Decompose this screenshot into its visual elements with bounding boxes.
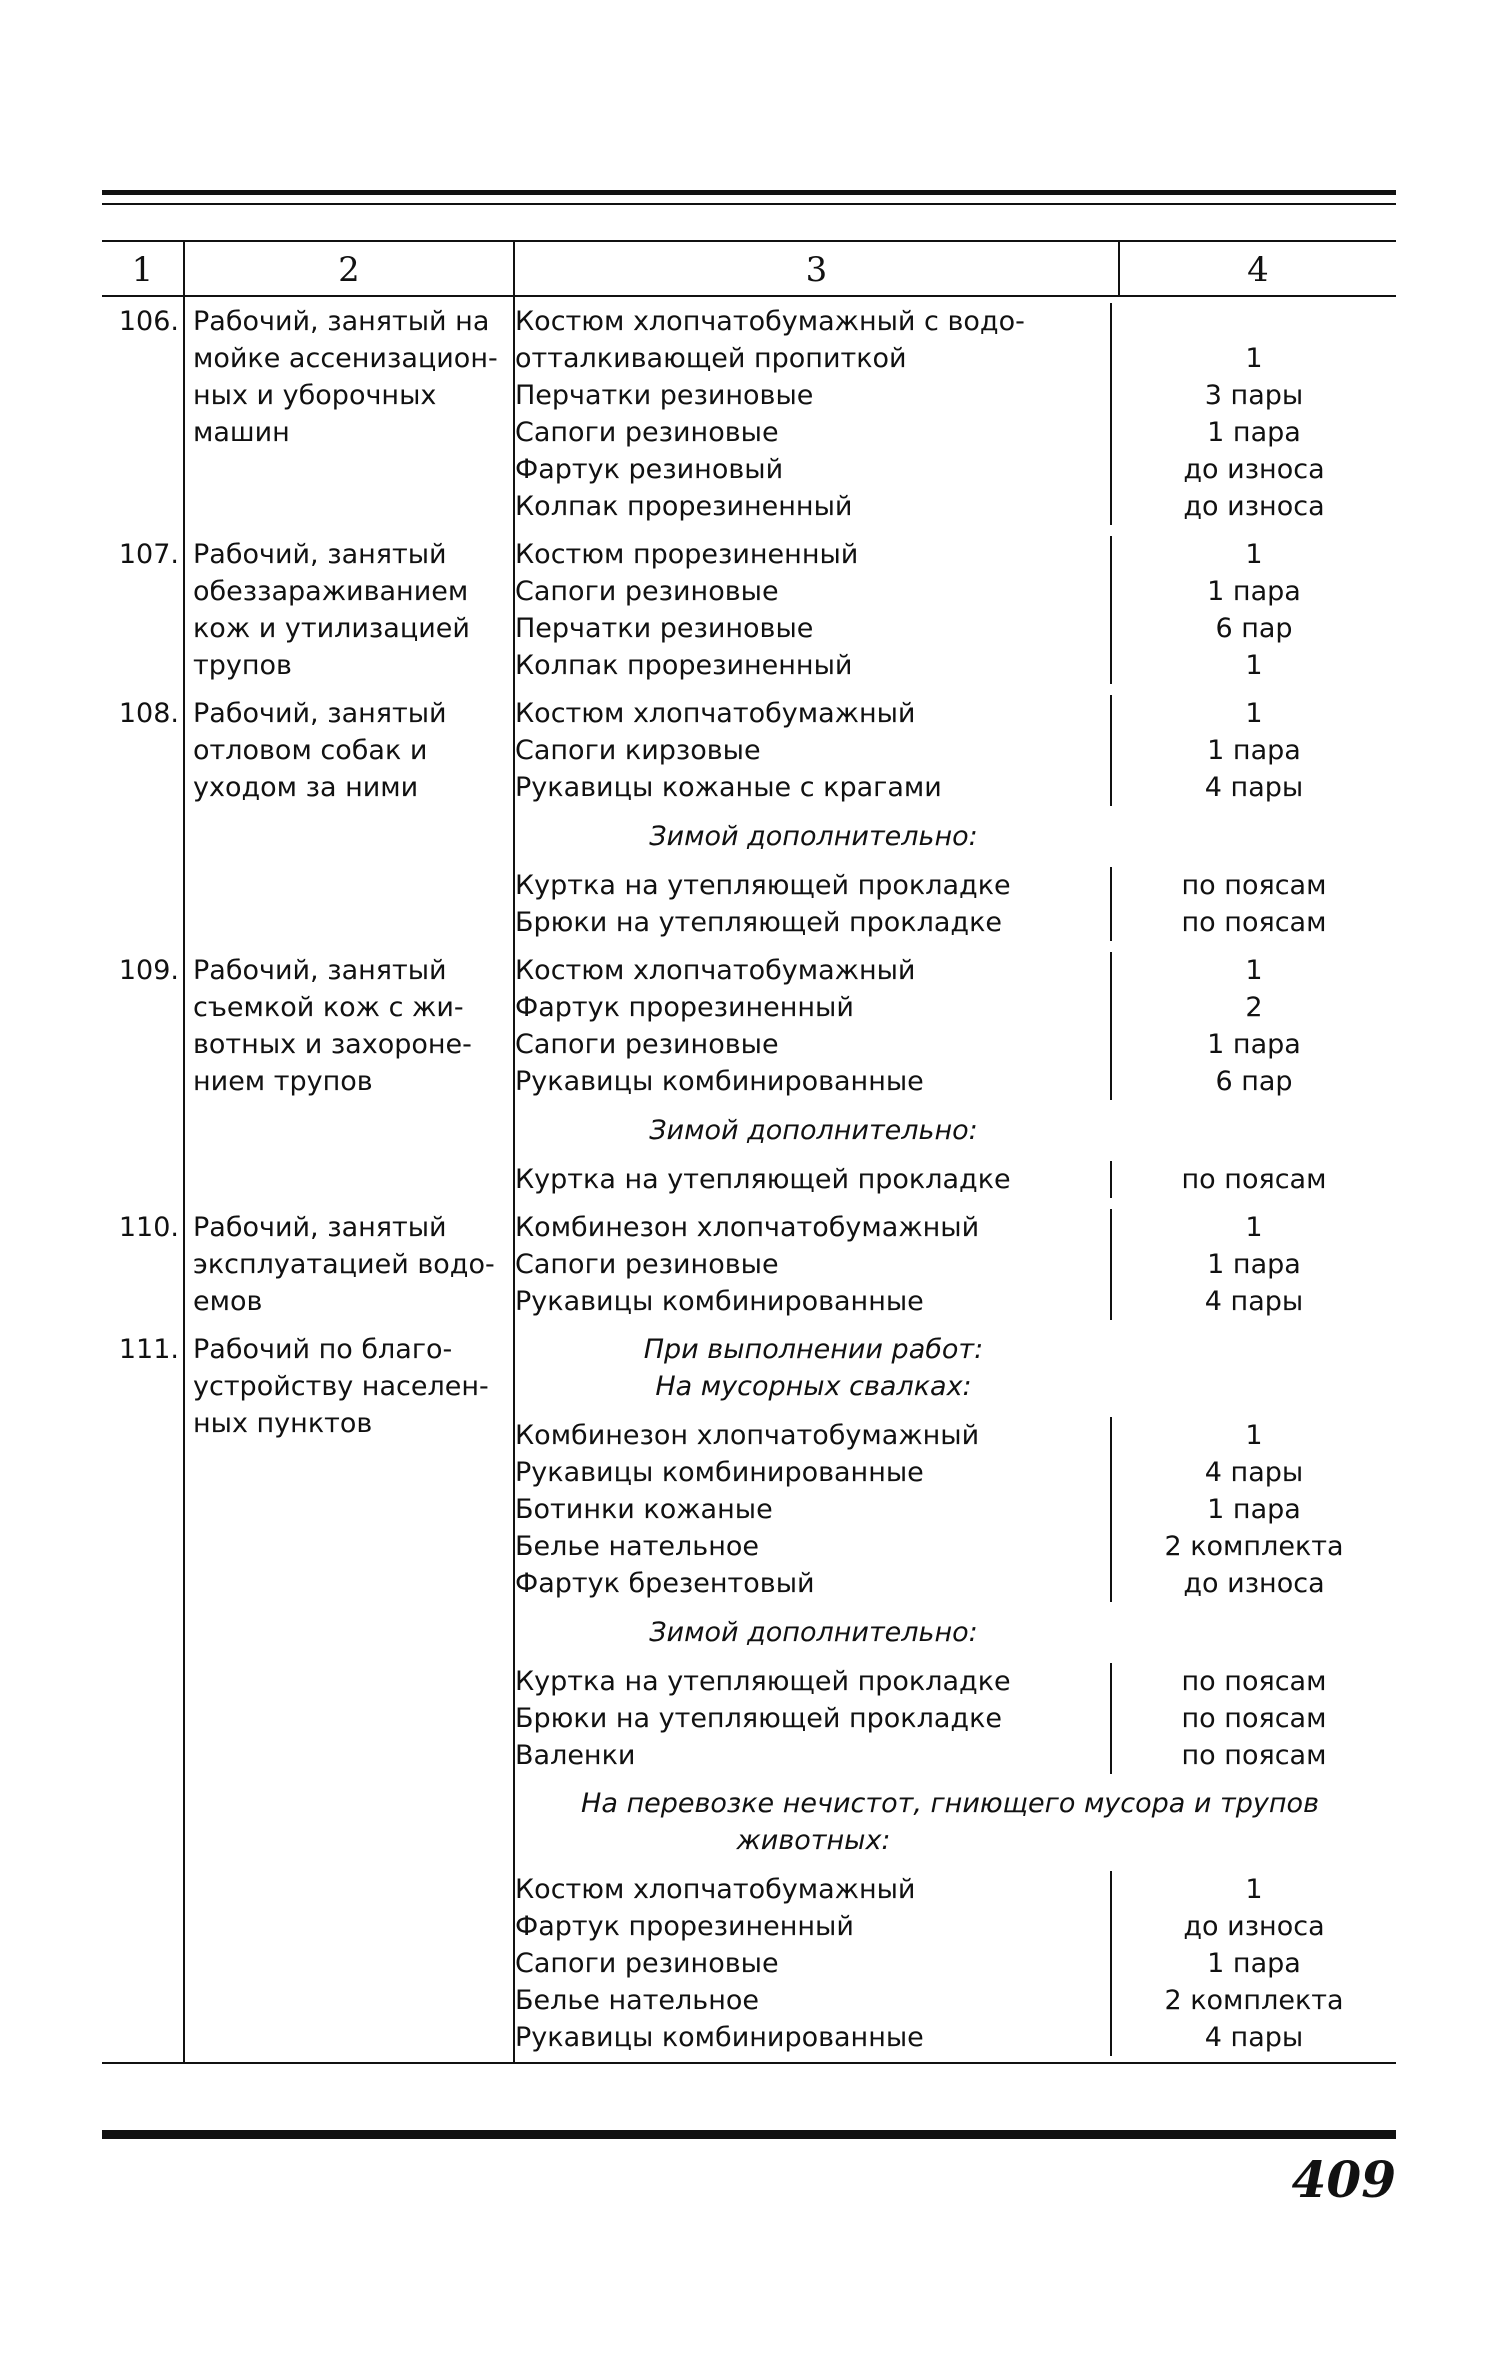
item-quantity: по поясам [1181,1164,1327,1195]
item-row [515,303,1396,340]
page-number: 409 [1291,2150,1396,2209]
profession-cell: Рабочий, занятый обеззараживанием кож и утилизацией трупов [184,536,514,695]
item-quantity: 2 [1245,992,1263,1023]
profession-cell: Рабочий, занятый эксплуатацией водо-емов [184,1209,514,1331]
item-quantity: 2 комплекта [1164,1985,1344,2016]
item-row [515,1982,1396,2019]
item-quantity: 1 пара [1207,1029,1301,1060]
item-name: Костюм хлопчатобумажный [515,695,1112,732]
item-quantity: 1 пара [1207,735,1301,766]
item-row [515,1737,1396,1774]
item-name: Брюки на утепляющей прокладке [515,904,1112,941]
item-quantity: 1 пара [1207,1494,1301,1525]
item-name: Перчатки резиновые [515,377,1112,414]
item-name: Костюм хлопчатобумажный [515,1871,1112,1908]
item-row [515,769,1396,806]
norms-table-container [102,240,1396,2064]
item-name: Костюм хлопчатобумажный [515,952,1112,989]
item-name: Сапоги резиновые [515,1246,1112,1283]
item-quantity: 2 комплекта [1164,1531,1344,1562]
item-quantity [1112,303,1396,340]
item-row [515,451,1396,488]
item-row [515,2019,1396,2056]
item-row [515,1565,1396,1602]
winter-subheading: Зимой дополнительно: [649,1115,978,1146]
item-quantity: 1 [1245,698,1263,729]
table-row [102,536,1396,695]
item-row [515,647,1396,684]
column-header-4: 4 [1119,241,1396,296]
item-quantity: 1 [1245,343,1263,374]
item-row [515,952,1396,989]
item-quantity: по поясам [1181,870,1327,901]
items-cell [514,1209,1396,1331]
winter-subheading: Зимой дополнительно: [649,821,978,852]
item-row [515,1283,1396,1320]
item-row [515,536,1396,573]
item-name: Валенки [515,1737,1112,1774]
item-quantity: 4 пары [1204,1286,1304,1317]
item-name: Куртка на утепляющей прокладке [515,1663,1112,1700]
row-number: 108. [118,698,179,729]
item-name: Фартук прорезиненный [515,989,1112,1026]
item-row [515,989,1396,1026]
item-quantity: 4 пары [1204,2022,1304,2053]
item-row [515,1871,1396,1908]
item-name: Белье нательное [515,1528,1112,1565]
item-name: Куртка на утепляющей прокладке [515,1161,1112,1198]
winter-subheading: Зимой дополнительно: [649,1617,978,1648]
item-row [515,904,1396,941]
item-quantity: по поясам [1181,1703,1327,1734]
item-row [515,1209,1396,1246]
item-quantity: до износа [1183,454,1325,485]
item-name: Сапоги резиновые [515,1026,1112,1063]
item-row [515,1663,1396,1700]
bottom-rule [102,2130,1396,2139]
items-cell [514,695,1396,952]
transport-subheading-cont: животных: [736,1825,891,1856]
item-name: Куртка на утепляющей прокладке [515,867,1112,904]
item-name: Сапоги резиновые [515,1945,1112,1982]
item-name: Рукавицы комбинированные [515,1454,1112,1491]
item-row [515,732,1396,769]
item-quantity: до износа [1183,1568,1325,1599]
item-quantity: по поясам [1181,1666,1327,1697]
item-name: Сапоги резиновые [515,414,1112,451]
column-header-1: 1 [102,241,184,296]
item-name: Фартук брезентовый [515,1565,1112,1602]
items-cell [514,536,1396,695]
item-name: отталкивающей пропиткой [515,340,1112,377]
column-header-3: 3 [514,241,1119,296]
row-number: 110. [118,1212,179,1243]
column-header-2: 2 [184,241,514,296]
table-row [102,695,1396,952]
item-quantity: 4 пары [1204,1457,1304,1488]
item-quantity: по поясам [1181,1740,1327,1771]
row-number: 107. [118,539,179,570]
items-cell [514,296,1396,536]
item-quantity: 3 пары [1204,380,1304,411]
item-row [515,340,1396,377]
item-quantity: 1 [1245,1874,1263,1905]
item-name: Фартук прорезиненный [515,1908,1112,1945]
item-name: Комбинезон хлопчатобумажный [515,1209,1112,1246]
item-row [515,414,1396,451]
item-quantity: 1 [1245,539,1263,570]
item-row [515,1908,1396,1945]
item-row [515,695,1396,732]
item-quantity: 1 [1245,650,1263,681]
profession-cell: Рабочий, занятый на мойке ассенизацион-ных и уборочных машин [184,296,514,536]
item-name: Рукавицы комбинированные [515,2019,1112,2056]
item-row [515,1945,1396,1982]
row-number: 111. [102,1331,184,2063]
item-row [515,1491,1396,1528]
item-name: Брюки на утепляющей прокладке [515,1700,1112,1737]
header-row [102,241,1396,296]
item-quantity: до износа [1183,1911,1325,1942]
item-row [515,610,1396,647]
item-row [515,1417,1396,1454]
work-conditions-subheading: При выполнении работ: [643,1334,984,1365]
item-name: Перчатки резиновые [515,610,1112,647]
item-name: Костюм хлопчатобумажный с водо- [515,303,1112,340]
dump-subheading: На мусорных свалках: [655,1371,972,1402]
top-rule-thin [102,203,1396,205]
item-row [515,1161,1396,1198]
transport-subheading: На перевозке нечистот, гниющего мусора и трупов [581,1788,1319,1819]
item-name: Сапоги кирзовые [515,732,1112,769]
item-quantity: 6 пар [1215,613,1293,644]
row-number: 109. [118,955,179,986]
row-number: 106. [118,306,179,337]
item-row [515,377,1396,414]
item-name: Рукавицы комбинированные [515,1063,1112,1100]
item-name: Фартук резиновый [515,451,1112,488]
item-row [515,1454,1396,1491]
item-row [515,1246,1396,1283]
table-row [102,1331,1396,2063]
item-row [515,1063,1396,1100]
table-row [102,296,1396,536]
table-row [102,952,1396,1209]
profession-cell: Рабочий, занятый отловом собак и уходом за ними [184,695,514,952]
item-name: Колпак прорезиненный [515,647,1112,684]
item-name: Рукавицы комбинированные [515,1283,1112,1320]
item-quantity: 1 [1245,1212,1263,1243]
item-quantity: 1 пара [1207,1249,1301,1280]
table-row [102,1209,1396,1331]
item-quantity: 1 [1245,955,1263,986]
profession-cell: Рабочий по благо-устройству населен-ных пунктов [184,1331,514,2063]
items-cell [514,1331,1396,2063]
items-cell [514,952,1396,1209]
item-quantity: до износа [1183,491,1325,522]
item-name: Комбинезон хлопчатобумажный [515,1417,1112,1454]
item-row [515,1700,1396,1737]
item-quantity: 1 пара [1207,417,1301,448]
item-name: Рукавицы кожаные с крагами [515,769,1112,806]
item-name: Ботинки кожаные [515,1491,1112,1528]
item-row [515,1026,1396,1063]
item-name: Белье нательное [515,1982,1112,2019]
item-name: Колпак прорезиненный [515,488,1112,525]
norms-table [102,240,1396,2064]
item-quantity: 1 пара [1207,576,1301,607]
item-row [515,1528,1396,1565]
item-quantity: 1 пара [1207,1948,1301,1979]
item-row [515,573,1396,610]
item-quantity: 4 пары [1204,772,1304,803]
item-row [515,488,1396,525]
item-name: Сапоги резиновые [515,573,1112,610]
item-quantity: 1 [1245,1420,1263,1451]
item-quantity: 6 пар [1215,1066,1293,1097]
item-row [515,867,1396,904]
item-name: Костюм прорезиненный [515,536,1112,573]
item-quantity: по поясам [1181,907,1327,938]
profession-cell: Рабочий, занятый съемкой кож с жи-вотных и захороне-нием трупов [184,952,514,1209]
top-rule-thick [102,190,1396,195]
